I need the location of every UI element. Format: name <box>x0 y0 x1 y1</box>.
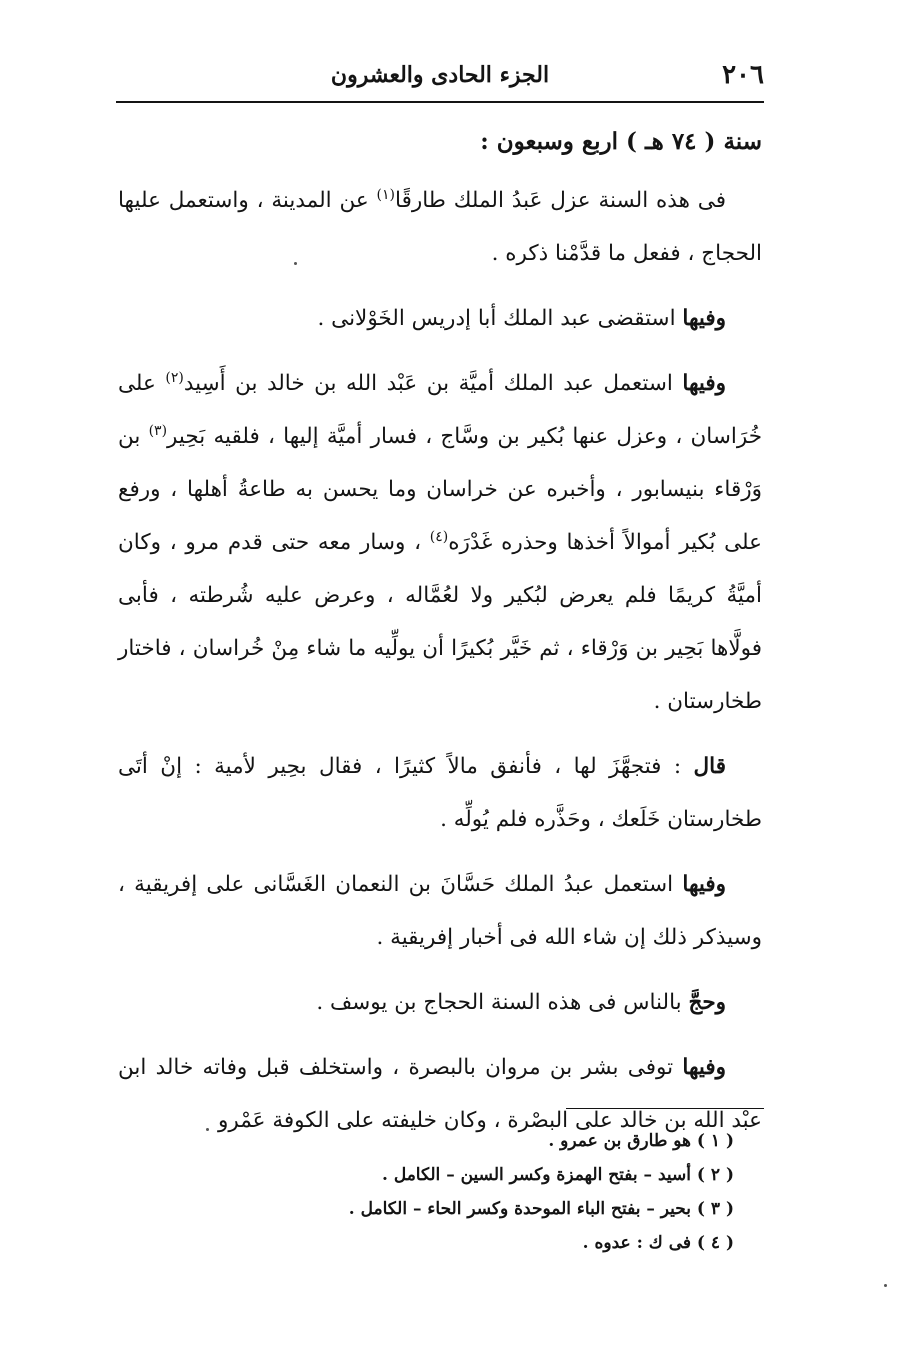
paragraph <box>118 357 762 728</box>
paragraph-lead: وفيها <box>682 872 726 897</box>
speck <box>206 1128 209 1131</box>
footnote-ref: (٢) <box>165 369 184 386</box>
page-header <box>116 58 764 98</box>
footnotes <box>200 1124 734 1260</box>
footnote: ( ٤ ) فى ك : عدوه . <box>582 1233 734 1253</box>
page-number: ٢٠٦ <box>722 60 764 90</box>
footnote-ref: (١) <box>376 186 396 203</box>
paragraph-tail: عن المدينة ، واستعمل عليها الحجاج ، ففعل ما قدَّمْنا ذكره . <box>118 188 762 266</box>
paragraph-text: استعمل عبدُ الملك حَسَّانَ بن النعمان الغَسَّانى على إفريقية ، وسيذكر ذلك إن شاء الله فى أخبار إفريقية . <box>118 872 762 950</box>
paragraph-lead: وحجَّ <box>688 990 726 1015</box>
paragraph-text: فى هذه السنة عزل عَبدُ الملك طارقًا <box>395 188 726 213</box>
paragraph-text: استعمل عبد الملك أميَّة بن عَبْد الله بن خالد بن أَسِيد <box>183 371 683 396</box>
section-heading: سنة ( ٧٤ هـ ) اربع وسبعون : <box>480 128 762 155</box>
paragraph-lead: قال <box>693 754 726 779</box>
running-title: الجزء الحادى والعشرون <box>330 62 550 88</box>
paragraph-lead: وفيها <box>682 1055 726 1080</box>
paragraph <box>118 976 762 1029</box>
body-text <box>118 120 762 1159</box>
footnote: ( ٣ ) بحير – بفتح الباء الموحدة وكسر الحاء – الكامل . <box>348 1199 734 1219</box>
paragraph-lead: وفيها <box>682 371 727 396</box>
footnote-rule <box>566 1108 764 1109</box>
footnote: ( ١ ) هو طارق بن عمرو . <box>548 1131 734 1151</box>
speck <box>884 1284 887 1287</box>
paragraph <box>118 740 762 846</box>
footnote-ref: (٣) <box>148 422 168 439</box>
paragraph-tail: على خُرَاسان ، وعزل عنها بُكير بن وسَّاج ، فسار أميَّة إليها ، فلقيه بَحِير <box>118 371 762 449</box>
paragraph-text: بالناس فى هذه السنة الحجاج بن يوسف . <box>316 990 689 1015</box>
paragraph-tail: ، وسار معه حتى قدم مرو ، وكان أميَّةُ كريمًا فلم يعرض لبُكير ولا لعُمَّاله ، وعرض عليه شُرطته ، فأبى فولَّاها بَحِير بن وَرْقاء ، ثم خَيَّر بُكيرًا أن يولِّيه ما شاء مِنْ خُراسان ، فاختار طخارستان . <box>118 530 762 714</box>
paragraph-lead: وفيها <box>682 306 726 331</box>
paragraph-tail: بن وَرْقاء بنيسابور ، وأخبره عن خراسان وما يحسن به طاعةُ أهلها ، ورفع على بُكير أموالاً أخذها وحذره غَدْرَه <box>118 424 763 555</box>
speck <box>294 262 297 265</box>
header-rule <box>116 101 764 103</box>
paragraph-text: توفى بشر بن مروان بالبصرة ، واستخلف قبل وفاته خالد ابن عبْد الله بن خالد على البصْرة ، وكان خليفته على الكوفة عَمْرو <box>118 1055 762 1133</box>
paragraph-text: : فتجهَّزَ لها ، فأنفق مالاً كثيرًا ، فقال بحِير لأمية : إنْ أتَى طخارستان خَلَعك ، وحَذَّره فلم يُولِّه . <box>118 754 762 832</box>
footnote-ref: (٤) <box>429 528 449 545</box>
paragraph <box>118 858 762 964</box>
paragraph-text: استقضى عبد الملك أبا إدريس الخَوْلانى . <box>317 306 683 331</box>
footnote: ( ٢ ) أسيد – بفتح الهمزة وكسر السين – الكامل . <box>381 1165 734 1185</box>
paragraph <box>118 292 762 345</box>
paragraph <box>118 174 762 280</box>
